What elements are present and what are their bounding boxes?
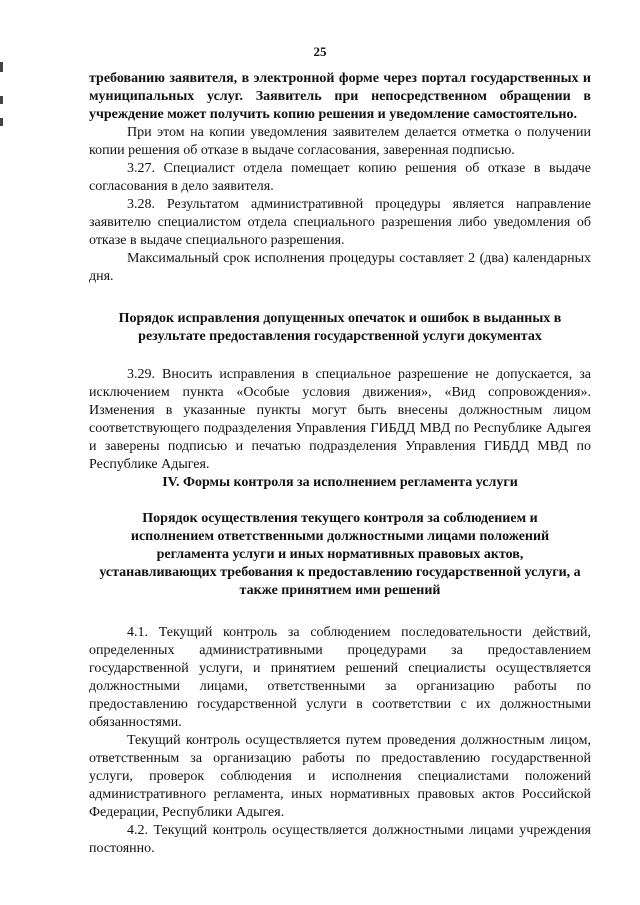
scan-edge-mark [0, 118, 3, 126]
paragraph-4-2: 4.2. Текущий контроль осуществляется должностными лицами учреждения постоянно. [89, 823, 591, 856]
paragraph-3-27: 3.27. Специалист отдела помещает копию решения об отказе в выдаче согласования в дело заявителя. [89, 161, 591, 194]
page-number: 25 [313, 44, 327, 59]
section-heading-control-forms: IV. Формы контроля за исполнением регламента услуги [162, 475, 518, 490]
paragraph-4-1: 4.1. Текущий контроль за соблюдением последовательности действий, определенных административными процедурами за предоставлением государственной услуги, и принятием решений специалисты осуществляется должностными лицами, ответственными за организацию работы по предоставлению государственной услуги в соответствии с их должностными обязанностями. [89, 625, 591, 730]
scan-edge-mark [0, 62, 3, 72]
paragraph-note-copy: При этом на копии уведомления заявителем делается отметка о получении копии решения об отказе в выдаче согласования, заверенная подписью. [89, 125, 591, 158]
paragraph-continuation: требованию заявителя, в электронной форме через портал государственных и муниципальных услуг. Заявитель при непосредственном обращении в учреждение может получить копию решения и уведомление самостоятельно. [89, 71, 591, 122]
section-heading-current-control: Порядок осуществления текущего контроля за соблюдением и исполнением ответственными должностными лицами положений регламента услуги и иных нормативных правовых актов, устанавливающих требования к предоставлению государственной услуги, а также принятием ими решений [99, 511, 581, 598]
paragraph-3-28: 3.28. Результатом административной процедуры является направление заявителю специалистом отдела специального разрешения либо уведомления об отказе в выдаче специального разрешения. [89, 197, 591, 248]
document-body [89, 70, 591, 858]
section-heading-corrections: Порядок исправления допущенных опечаток и ошибок в выданных в результате предоставления государственной услуги документах [118, 311, 562, 344]
paragraph-current-control: Текущий контроль осуществляется путем проведения должностным лицом, ответственным за организацию работы по предоставлению государственной услуги, проверок соблюдения и исполнения специалистами положений административного регламента, иных нормативных правовых актов Российской Федерации, Республики Адыгея. [89, 733, 591, 820]
scan-edge-mark [0, 96, 3, 104]
paragraph-3-29: 3.29. Вносить исправления в специальное разрешение не допускается, за исключением пункта «Особые условия движения», «Вид сопровождения». Изменения в указанные пункты могут быть внесены должностным лицом соответствующего подразделения Управления ГИБДД МВД по Республике Адыгея и заверены подписью и печатью подразделения Управления ГИБДД МВД по Республике Адыгея. [89, 367, 591, 472]
paragraph-max-term: Максимальный срок исполнения процедуры составляет 2 (два) календарных дня. [89, 251, 591, 284]
